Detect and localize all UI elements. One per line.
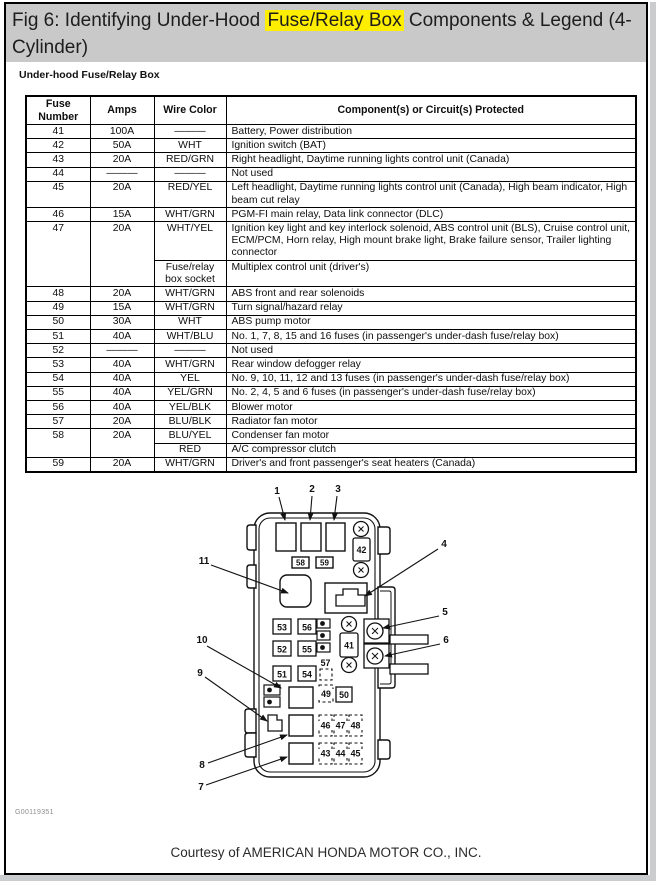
relay-slot-1 — [276, 523, 296, 551]
table-cell: PGM-FI main relay, Data link connector (DLC) — [226, 208, 636, 222]
table-cell: No. 1, 7, 8, 15 and 16 fuses (in passenger's under-dash fuse/relay box) — [226, 330, 636, 344]
column-header-components: Component(s) or Circuit(s) Protected — [226, 96, 636, 125]
table-cell: 52 — [26, 344, 90, 358]
table-row — [26, 153, 636, 167]
table-cell: 20A — [90, 457, 154, 472]
table-cell: 40A — [90, 358, 154, 372]
figure-title-post: Components & Legend (4-Cylinder) — [12, 10, 632, 58]
fuse-57-box — [320, 669, 332, 680]
page-edge-shadow-bottom — [0, 875, 656, 881]
pin-dot — [320, 633, 325, 638]
callout-8-label: 8 — [199, 760, 205, 771]
page-edge-shadow-right — [650, 2, 656, 881]
table-cell: 53 — [26, 358, 90, 372]
table-row — [26, 330, 636, 344]
table-cell: RED/GRN — [154, 153, 226, 167]
table-cell: ——— — [154, 344, 226, 358]
table-cell: WHT/GRN — [154, 301, 226, 315]
table-row — [26, 386, 636, 400]
fuse-57-label: 57 — [320, 658, 331, 668]
fuse-41-label: 41 — [344, 640, 354, 651]
fuse-52-label: 52 — [277, 644, 287, 655]
table-cell: WHT — [154, 315, 226, 329]
figure-title-highlight: Fuse/Relay Box — [267, 10, 402, 31]
callout-3-label: 3 — [335, 484, 341, 495]
table-row — [26, 415, 636, 429]
table-cell: ABS pump motor — [226, 315, 636, 329]
relay-box-a — [289, 687, 313, 708]
table-cell: Battery, Power distribution — [226, 125, 636, 139]
table-cell: 40A — [90, 401, 154, 415]
column-header-wire-color: Wire Color — [154, 96, 226, 125]
table-row — [26, 167, 636, 181]
table-row — [26, 125, 636, 139]
table-cell: Multiplex control unit (driver's) — [226, 261, 636, 287]
fuse-54-label: 54 — [302, 669, 312, 680]
table-cell: ——— — [154, 167, 226, 181]
callout-2-label: 2 — [309, 484, 315, 495]
callout-5-label: 5 — [442, 607, 448, 618]
table-cell: 59 — [26, 457, 90, 472]
table-row — [26, 372, 636, 386]
wire-lug-top — [390, 635, 428, 644]
table-cell: BLU/BLK — [154, 415, 226, 429]
callout-9-label: 9 — [197, 668, 203, 679]
table-cell: Right headlight, Daytime running lights control unit (Canada) — [226, 153, 636, 167]
table-row — [26, 208, 636, 222]
figure-title-band — [6, 4, 646, 62]
table-row — [26, 429, 636, 443]
callout-10-arrow — [207, 646, 281, 688]
tab-lower-right — [378, 740, 390, 759]
table-cell: ——— — [154, 125, 226, 139]
callout-7-label: 7 — [198, 782, 204, 793]
table-cell: 50A — [90, 139, 154, 153]
relay-slot-3 — [326, 523, 345, 551]
fuse-46-label: 46 — [320, 720, 331, 731]
table-cell: WHT — [154, 139, 226, 153]
table-cell: Driver's and front passenger's seat heaters (Canada) — [226, 457, 636, 472]
pin-dot — [320, 645, 325, 650]
callout-2-arrow — [310, 496, 312, 520]
pin-connector — [264, 697, 280, 707]
table-cell: A/C compressor clutch — [226, 443, 636, 457]
table-cell: Not used — [226, 167, 636, 181]
table-cell: 20A — [90, 287, 154, 301]
table-cell: YEL — [154, 372, 226, 386]
table-cell: 15A — [90, 301, 154, 315]
table-cell: Fuse/relay box socket — [154, 261, 226, 287]
table-cell: 44 — [26, 167, 90, 181]
callout-3-arrow — [334, 496, 337, 520]
table-cell: 49 — [26, 301, 90, 315]
tab-left-1 — [247, 525, 256, 550]
table-row — [26, 139, 636, 153]
tab-top-right — [378, 527, 390, 554]
table-cell: 56 — [26, 401, 90, 415]
table-cell: 30A — [90, 315, 154, 329]
fuse-43-label: 43 — [320, 748, 331, 759]
table-cell: 100A — [90, 125, 154, 139]
callout-4-label: 4 — [441, 539, 447, 550]
table-row — [26, 344, 636, 358]
fuse-55-label: 55 — [302, 644, 312, 655]
relay-box-c — [289, 743, 313, 764]
terminal-block — [364, 619, 428, 674]
table-cell: 51 — [26, 330, 90, 344]
table-cell: Left headlight, Daytime running lights control unit (Canada), High beam indicator, High beam cut relay — [226, 181, 636, 207]
callout-1-label: 1 — [274, 486, 280, 497]
table-cell: RED — [154, 443, 226, 457]
figure-id: G00119351 — [15, 809, 54, 816]
pin-dot — [267, 688, 272, 693]
table-cell: YEL/BLK — [154, 401, 226, 415]
table-cell: No. 9, 10, 11, 12 and 13 fuses (in passenger's under-dash fuse/relay box) — [226, 372, 636, 386]
table-cell: 43 — [26, 153, 90, 167]
fuse-59-label: 59 — [320, 558, 329, 568]
callout-1-arrow — [279, 497, 285, 520]
table-cell: Turn signal/hazard relay — [226, 301, 636, 315]
courtesy-note: Courtesy of AMERICAN HONDA MOTOR CO., INC. — [170, 845, 482, 860]
table-cell: WHT/GRN — [154, 457, 226, 472]
table-cell: WHT/YEL — [154, 222, 226, 261]
notch-connector-9 — [268, 715, 282, 731]
table-row — [26, 315, 636, 329]
column-header-amps: Amps — [90, 96, 154, 125]
table-row — [26, 222, 636, 261]
table-cell: 20A — [90, 415, 154, 429]
table-row — [26, 358, 636, 372]
fusebox-diagram — [192, 476, 462, 821]
table-cell: No. 2, 4, 5 and 6 fuses (in passenger's under-dash fuse/relay box) — [226, 386, 636, 400]
table-cell: RED/YEL — [154, 181, 226, 207]
table-cell: Radiator fan motor — [226, 415, 636, 429]
pin-dot — [267, 700, 272, 705]
section-title: Under-hood Fuse/Relay Box — [19, 69, 160, 81]
table-row — [26, 301, 636, 315]
callout-10-label: 10 — [196, 635, 208, 646]
table-cell: 42 — [26, 139, 90, 153]
callout-4-arrow — [365, 549, 438, 596]
document-sheet — [4, 2, 648, 875]
relay-box-b — [289, 715, 313, 736]
table-cell: Ignition switch (BAT) — [226, 139, 636, 153]
table-row — [26, 457, 636, 472]
table-cell: Rear window defogger relay — [226, 358, 636, 372]
table-cell: 20A — [90, 181, 154, 207]
callout-7-arrow — [206, 757, 287, 785]
table-cell: WHT/GRN — [154, 358, 226, 372]
table-cell: 46 — [26, 208, 90, 222]
table-cell: Blower motor — [226, 401, 636, 415]
table-cell: 47 — [26, 222, 90, 287]
table-cell: 41 — [26, 125, 90, 139]
table-cell: 55 — [26, 386, 90, 400]
fuse-44-label: 44 — [335, 748, 346, 759]
wire-lug-bottom — [390, 664, 428, 674]
table-cell: Not used — [226, 344, 636, 358]
column-header-fuse-number: Fuse Number — [26, 96, 90, 125]
table-row — [26, 401, 636, 415]
callout-9-arrow — [205, 677, 267, 721]
fuse-42-label: 42 — [356, 545, 367, 555]
relay-slot-2 — [301, 523, 321, 551]
pin-dot — [320, 621, 325, 626]
table-cell: Ignition key light and key interlock solenoid, ABS control unit (BLS), Cruise control unit, ECM/PCM, Horn relay, High mount brake light, Brake failure sensor, Trailer lighting connector — [226, 222, 636, 261]
fuse-58-label: 58 — [296, 558, 305, 568]
tab-left-2 — [247, 565, 256, 588]
fuse-56-label: 56 — [302, 622, 312, 633]
table-cell: 20A — [90, 153, 154, 167]
fuse-50-label: 50 — [339, 690, 349, 700]
table-cell: 54 — [26, 372, 90, 386]
table-cell: WHT/GRN — [154, 208, 226, 222]
table-cell: 20A — [90, 429, 154, 457]
table-cell: WHT/BLU — [154, 330, 226, 344]
table-cell: 48 — [26, 287, 90, 301]
table-cell: 40A — [90, 330, 154, 344]
table-cell: 40A — [90, 386, 154, 400]
table-cell: YEL/GRN — [154, 386, 226, 400]
table-cell: 40A — [90, 372, 154, 386]
fuse-53-label: 53 — [277, 622, 287, 633]
fuse-49-label: 49 — [321, 689, 331, 699]
table-cell: 50 — [26, 315, 90, 329]
table-cell: ——— — [90, 344, 154, 358]
relay-11-box — [280, 575, 311, 607]
table-row — [26, 181, 636, 207]
table-cell: BLU/YEL — [154, 429, 226, 443]
figure-title-pre: Fig 6: Identifying Under-Hood — [12, 10, 266, 31]
fuse-legend-table — [25, 95, 637, 473]
table-cell: ABS front and rear solenoids — [226, 287, 636, 301]
table-cell: Condenser fan motor — [226, 429, 636, 443]
table-cell: 58 — [26, 429, 90, 457]
callout-11-label: 11 — [198, 556, 210, 567]
fuse-51-label: 51 — [277, 669, 287, 680]
fuse-48-label: 48 — [350, 720, 361, 731]
table-cell: 20A — [90, 222, 154, 287]
fuse-47-label: 47 — [335, 720, 346, 731]
fuse-45-label: 45 — [350, 748, 361, 759]
table-cell: WHT/GRN — [154, 287, 226, 301]
table-cell: 45 — [26, 181, 90, 207]
callout-6-label: 6 — [443, 635, 449, 646]
table-cell: ——— — [90, 167, 154, 181]
table-cell: 15A — [90, 208, 154, 222]
table-header-row — [26, 96, 636, 125]
tab-left-4 — [245, 733, 256, 757]
table-cell: 57 — [26, 415, 90, 429]
table-row — [26, 287, 636, 301]
connector-socket-4 — [325, 583, 367, 613]
